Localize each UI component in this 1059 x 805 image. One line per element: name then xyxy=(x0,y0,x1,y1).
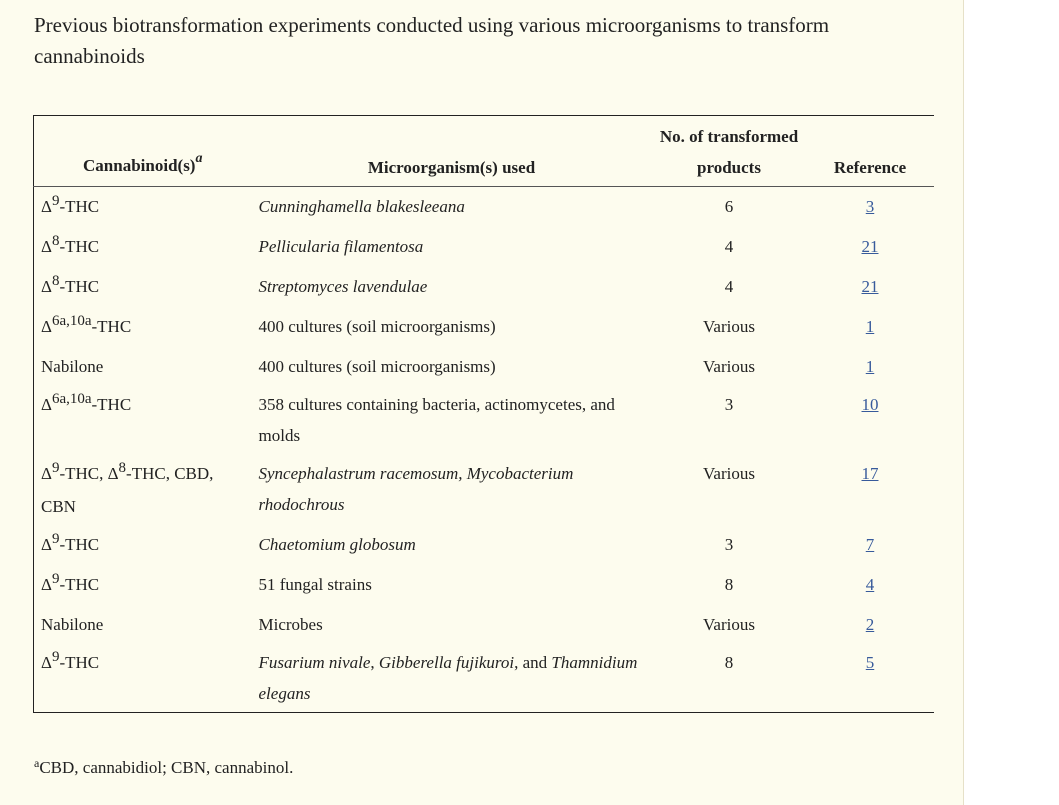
cell-cannabinoid xyxy=(34,525,252,565)
cell-cannabinoid xyxy=(34,267,252,307)
table-row xyxy=(34,187,934,228)
cell-products: 3 xyxy=(724,535,734,554)
cell-products: 6 xyxy=(724,197,734,216)
table-row xyxy=(34,525,934,565)
table-row xyxy=(34,605,934,643)
cannabinoid-suffix: -THC xyxy=(91,395,132,414)
cell-products: 4 xyxy=(724,237,734,256)
table-row xyxy=(34,267,934,307)
cell-reference xyxy=(807,347,934,385)
cell-products: 8 xyxy=(724,653,734,672)
header-footnote-mark[interactable]: a xyxy=(195,151,203,166)
cannabinoid-superscript: 8 xyxy=(51,273,60,289)
reference-link[interactable]: 1 xyxy=(865,317,875,336)
cannabinoid-name: Δ xyxy=(41,197,52,216)
cell-microorganism: 51 fungal strains xyxy=(258,575,372,594)
separator-text: , xyxy=(370,653,379,672)
organism-name: Gibberella fujikuroi xyxy=(378,653,515,672)
cell-microorganism: Syncephalastrum racemosum, Mycobacterium rhodochrous xyxy=(258,464,574,514)
table-container xyxy=(33,115,933,713)
cell-reference xyxy=(807,385,934,454)
table-row xyxy=(34,643,934,713)
cell-products: 8 xyxy=(724,575,734,594)
header-cannabinoid xyxy=(34,116,252,187)
table-row xyxy=(34,565,934,605)
cell-cannabinoid xyxy=(34,347,252,385)
cell-cannabinoid xyxy=(34,454,252,525)
reference-link[interactable]: 2 xyxy=(865,615,875,634)
footnote-mark: a xyxy=(34,756,40,770)
cannabinoid-name: Δ xyxy=(107,464,119,483)
cannabinoid-name: Δ xyxy=(41,575,52,594)
table-row xyxy=(34,307,934,347)
cannabinoid-suffix: -THC, CBD, CBN xyxy=(41,464,214,516)
cell-reference xyxy=(807,227,934,267)
cannabinoid-suffix: -THC xyxy=(59,277,100,296)
reference-link[interactable]: 5 xyxy=(865,653,875,672)
reference-link[interactable]: 21 xyxy=(861,277,879,296)
organism-name: Fusarium nivale xyxy=(258,653,371,672)
table-row xyxy=(34,227,934,267)
header-products: No. of transformed products xyxy=(659,127,799,177)
header-cannabinoid-label: Cannabinoid(s) xyxy=(83,156,196,175)
cell-reference xyxy=(807,565,934,605)
cell-microorganism: Streptomyces lavendulae xyxy=(258,277,428,296)
cell-cannabinoid xyxy=(34,385,252,454)
cannabinoid-name: Δ xyxy=(41,317,52,336)
cell-reference xyxy=(807,643,934,713)
cell-products: 3 xyxy=(724,395,734,414)
cannabinoid-suffix: -THC xyxy=(91,317,132,336)
header-reference: Reference xyxy=(833,158,907,177)
cannabinoid-superscript: 6a,10a xyxy=(51,313,92,329)
reference-link[interactable]: 21 xyxy=(861,237,879,256)
cannabinoid-superscript: 8 xyxy=(51,233,60,249)
table-header-row xyxy=(34,116,934,187)
table-footnote xyxy=(34,758,293,778)
cannabinoid-superscript: 9 xyxy=(51,193,60,209)
cell-reference xyxy=(807,454,934,525)
table-row xyxy=(34,347,934,385)
reference-link[interactable]: 10 xyxy=(861,395,879,414)
cell-reference xyxy=(807,605,934,643)
cannabinoid-name: Δ xyxy=(41,535,52,554)
separator-text: , and xyxy=(514,653,552,672)
cannabinoid-superscript: 9 xyxy=(51,649,60,665)
cell-cannabinoid xyxy=(34,307,252,347)
cell-microorganism: 400 cultures (soil microorganisms) xyxy=(258,357,496,376)
cannabinoid-name: Δ xyxy=(41,237,52,256)
cannabinoid-suffix: -THC xyxy=(59,535,100,554)
cell-microorganism: 358 cultures containing bacteria, actinomycetes, and molds xyxy=(258,395,615,445)
cell-cannabinoid xyxy=(34,227,252,267)
cannabinoid-name: Nabilone xyxy=(41,615,104,634)
cannabinoid-suffix: -THC xyxy=(59,197,100,216)
cannabinoid-superscript: 8 xyxy=(118,460,127,476)
reference-link[interactable]: 7 xyxy=(865,535,875,554)
cell-microorganism xyxy=(252,643,652,713)
cell-microorganism: Pellicularia filamentosa xyxy=(258,237,424,256)
cannabinoid-suffix: -THC xyxy=(59,237,100,256)
reference-link[interactable]: 4 xyxy=(865,575,875,594)
footnote-text: CBD, cannabidiol; CBN, cannabinol. xyxy=(39,758,294,777)
cell-products: Various xyxy=(703,615,755,634)
cannabinoid-superscript: 9 xyxy=(51,571,60,587)
cell-cannabinoid xyxy=(34,605,252,643)
cannabinoid-superscript: 6a,10a xyxy=(51,391,92,407)
cell-reference xyxy=(807,307,934,347)
reference-link[interactable]: 1 xyxy=(865,357,875,376)
organism-name: Thamnidium elegans xyxy=(258,653,638,703)
cell-products: 4 xyxy=(724,277,734,296)
cell-reference xyxy=(807,525,934,565)
table-row xyxy=(34,385,934,454)
cannabinoid-name: Δ xyxy=(41,395,52,414)
reference-link[interactable]: 3 xyxy=(865,197,875,216)
table-body xyxy=(34,187,934,713)
cell-microorganism: 400 cultures (soil microorganisms) xyxy=(258,317,496,336)
cell-microorganism: Chaetomium globosum xyxy=(258,535,416,554)
cell-cannabinoid xyxy=(34,643,252,713)
cannabinoid-suffix: -THC xyxy=(59,653,100,672)
cannabinoid-suffix: -THC, xyxy=(59,464,108,483)
cell-products: Various xyxy=(703,357,755,376)
cell-microorganism: Microbes xyxy=(258,615,323,634)
cell-products: Various xyxy=(703,464,755,483)
cannabinoid-name: Nabilone xyxy=(41,357,104,376)
cannabinoid-superscript: 9 xyxy=(51,531,60,547)
reference-link[interactable]: 17 xyxy=(861,464,879,483)
cannabinoid-superscript: 9 xyxy=(51,460,60,476)
cannabinoid-name: Δ xyxy=(41,277,52,296)
biotransformation-table xyxy=(33,115,934,713)
cell-microorganism: Cunninghamella blakesleeana xyxy=(258,197,465,216)
cannabinoid-name: Δ xyxy=(41,653,52,672)
cannabinoid-name: Δ xyxy=(41,464,52,483)
cell-cannabinoid xyxy=(34,187,252,228)
cell-reference xyxy=(807,187,934,228)
table-caption: Previous biotransformation experiments conducted using various microorganisms to transform cannabinoids xyxy=(34,13,830,68)
cell-products: Various xyxy=(703,317,755,336)
cell-cannabinoid xyxy=(34,565,252,605)
cannabinoid-suffix: -THC xyxy=(59,575,100,594)
table-row xyxy=(34,454,934,525)
header-microorganism: Microorganism(s) used xyxy=(367,158,536,177)
cell-reference xyxy=(807,267,934,307)
